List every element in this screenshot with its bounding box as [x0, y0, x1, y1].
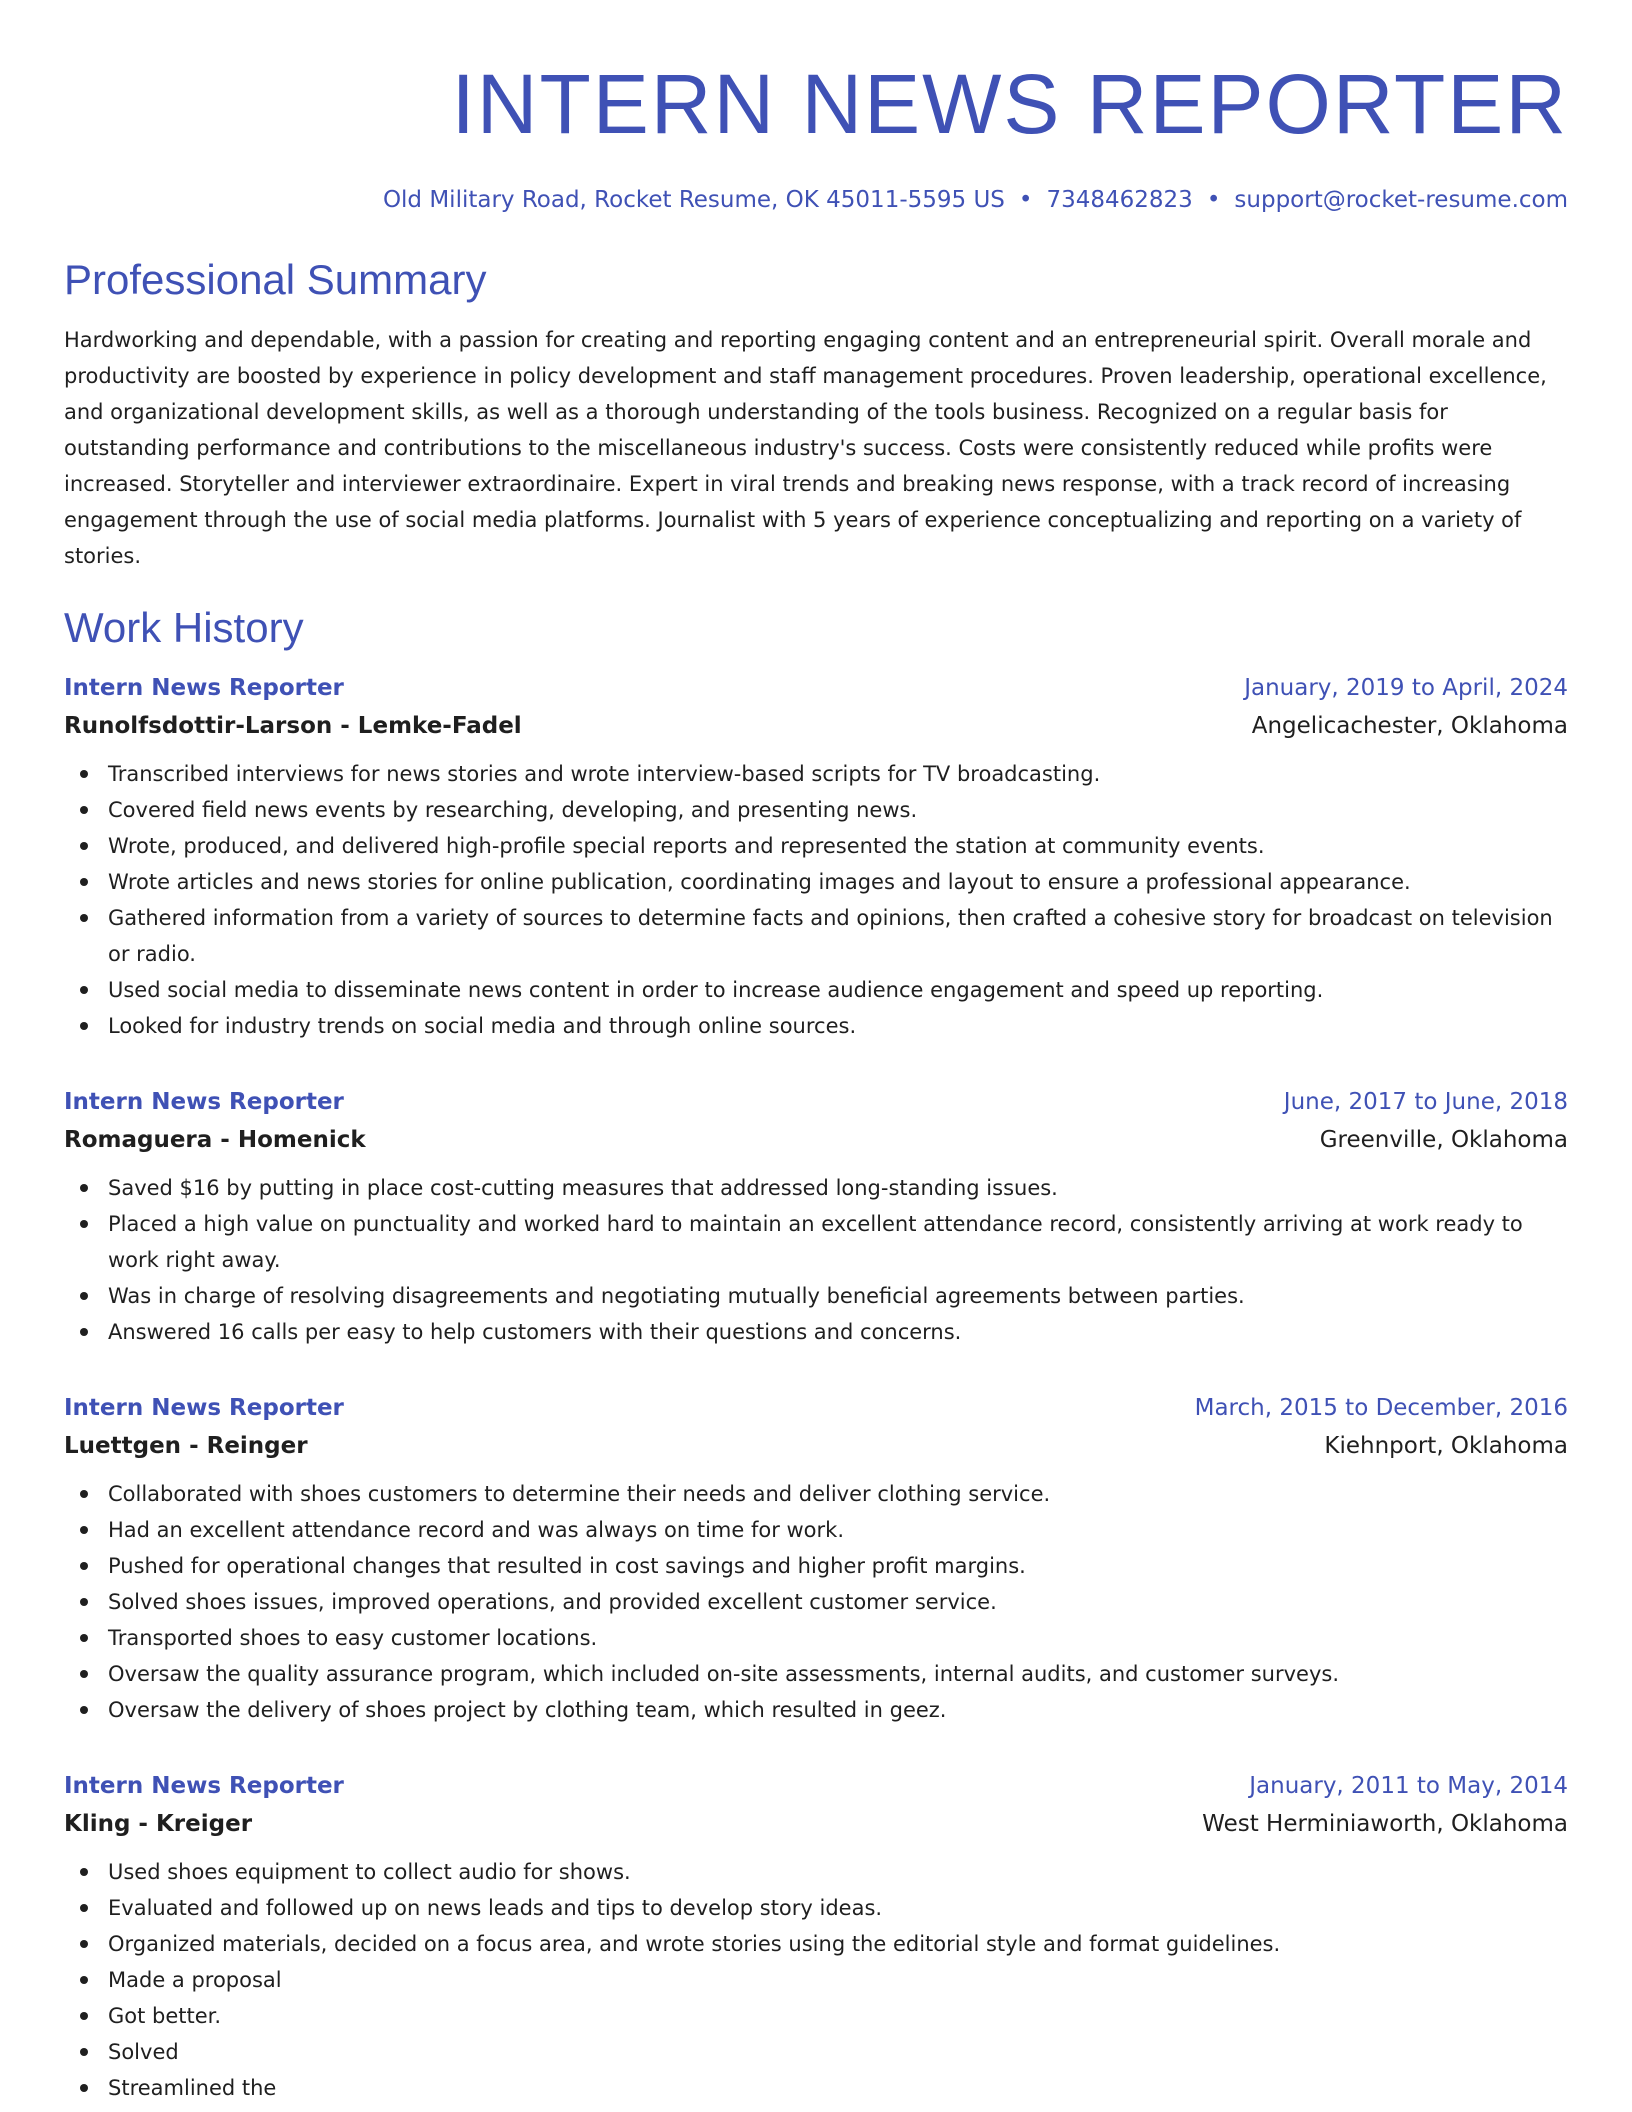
bullet-icon [80, 1868, 88, 1876]
summary-text: Hardworking and dependable, with a passion for creating and reporting engaging content and an entrepreneurial spirit. Overall morale and productivity are boosted by experience in policy development and staff management procedures. Proven leadership, operational excellence, and organizational development skills, as well as a thorough understanding of the tools business. Recognized on a regular basis for outstanding performance and contributions to the miscellaneous industry's success. Costs were consistently reduced while profits were increased. Storyteller and interviewer extraordinaire. Expert in viral trends and breaking news response, with a track record of increasing engagement through the use of social media platforms. Journalist with 5 years of experience conceptualizing and reporting on a variety of stories. [64, 328, 1547, 568]
bullet-icon [80, 2084, 88, 2092]
job-title-row [64, 1084, 1568, 1120]
bullet-icon [80, 1598, 88, 1606]
job-company-row [64, 1120, 1568, 1160]
list-item [64, 2034, 1568, 2070]
list-item [64, 1008, 1568, 1044]
bullet-icon [80, 1670, 88, 1678]
list-item [64, 1656, 1568, 1692]
bullet-text: Used social media to disseminate news content in order to increase audience engagement and speed up reporting. [108, 978, 1324, 1002]
page-title: INTERN NEWS REPORTER [451, 57, 1568, 151]
bullet-text: Wrote articles and news stories for online publication, coordinating images and layout to ensure a professional appearance. [108, 870, 1411, 894]
list-item [64, 1206, 1568, 1278]
bullet-text: Covered field news events by researching, developing, and presenting news. [108, 798, 918, 822]
job-title: Intern News Reporter [64, 675, 344, 701]
list-item [64, 2070, 1568, 2106]
summary-heading: Professional Summary [64, 256, 487, 303]
job-company-row [64, 1804, 1568, 1844]
list-item [64, 1548, 1568, 1584]
bullet-text: Transcribed interviews for news stories and wrote interview-based scripts for TV broadcasting. [108, 762, 1101, 786]
job-company-row [64, 706, 1568, 746]
list-item [64, 1890, 1568, 1926]
job-title: Intern News Reporter [64, 1089, 344, 1115]
contact-email[interactable]: support@rocket-resume.com [1234, 187, 1568, 213]
bullet-text: Collaborated with shoes customers to determine their needs and deliver clothing service. [108, 1482, 1051, 1506]
resume-page [64, 0, 1568, 2106]
bullet-text: Made a proposal [108, 1968, 282, 1992]
bullet-icon [80, 2048, 88, 2056]
bullet-icon [80, 842, 88, 850]
list-item [64, 756, 1568, 792]
bullet-text: Saved $16 by putting in place cost-cutting measures that addressed long-standing issues. [108, 1176, 1058, 1200]
job-entry [64, 1768, 1568, 2106]
bullet-text: Gathered information from a variety of sources to determine facts and opinions, then crafted a cohesive story for broadcast on television or radio. [108, 906, 1553, 966]
bullet-icon [80, 2012, 88, 2020]
list-item [64, 828, 1568, 864]
list-item [64, 792, 1568, 828]
job-company: Runolfsdottir-Larson - Lemke-Fadel [64, 713, 522, 739]
bullet-icon [80, 1022, 88, 1030]
bullet-text: Transported shoes to easy customer locations. [108, 1626, 598, 1650]
job-entry [64, 670, 1568, 1044]
contact-separator: • [1018, 187, 1033, 213]
work-history-list [64, 670, 1568, 2106]
job-bullet-list [64, 756, 1568, 1044]
bullet-icon [80, 1328, 88, 1336]
bullet-icon [80, 1976, 88, 1984]
contact-address: Old Military Road, Rocket Resume, OK 45011-5595 US [382, 187, 1005, 213]
list-item [64, 1278, 1568, 1314]
bullet-icon [80, 1634, 88, 1642]
bullet-text: Evaluated and followed up on news leads and tips to develop story ideas. [108, 1896, 883, 1920]
bullet-icon [80, 914, 88, 922]
list-item [64, 1926, 1568, 1962]
bullet-text: Had an excellent attendance record and was always on time for work. [108, 1518, 845, 1542]
list-item [64, 1998, 1568, 2034]
bullet-icon [80, 1940, 88, 1948]
bullet-text: Got better. [108, 2004, 222, 2028]
work-history-heading: Work History [64, 604, 304, 651]
bullet-icon [80, 806, 88, 814]
bullet-text: Placed a high value on punctuality and worked hard to maintain an excellent attendance record, consistently arriving at work ready to work right away. [108, 1212, 1523, 1272]
bullet-text: Oversaw the delivery of shoes project by clothing team, which resulted in geez. [108, 1698, 947, 1722]
list-item [64, 1620, 1568, 1656]
list-item [64, 972, 1568, 1008]
bullet-text: Looked for industry trends on social media and through online sources. [108, 1014, 857, 1038]
contact-separator: • [1206, 187, 1221, 213]
bullet-icon [80, 770, 88, 778]
job-entry [64, 1084, 1568, 1350]
job-location: Greenville, Oklahoma [1319, 1127, 1568, 1153]
job-company: Kling - Kreiger [64, 1811, 253, 1837]
list-item [64, 1512, 1568, 1548]
bullet-text: Was in charge of resolving disagreements and negotiating mutually beneficial agreements between parties. [108, 1284, 1245, 1308]
list-item [64, 1584, 1568, 1620]
bullet-text: Wrote, produced, and delivered high-profile special reports and represented the station at community events. [108, 834, 1265, 858]
job-dates: January, 2019 to April, 2024 [1244, 675, 1568, 701]
job-title-row [64, 1390, 1568, 1426]
contact-line [64, 184, 1568, 216]
job-dates: June, 2017 to June, 2018 [1283, 1089, 1568, 1115]
job-entry [64, 1390, 1568, 1728]
list-item [64, 1476, 1568, 1512]
job-location: Angelicachester, Oklahoma [1251, 713, 1568, 739]
bullet-text: Pushed for operational changes that resulted in cost savings and higher profit margins. [108, 1554, 1026, 1578]
bullet-icon [80, 1904, 88, 1912]
job-title-row [64, 670, 1568, 706]
bullet-icon [80, 1490, 88, 1498]
job-bullet-list [64, 1854, 1568, 2106]
list-item [64, 1962, 1568, 1998]
bullet-icon [80, 1562, 88, 1570]
bullet-icon [80, 1292, 88, 1300]
bullet-icon [80, 1184, 88, 1192]
job-dates: March, 2015 to December, 2016 [1194, 1395, 1568, 1421]
contact-phone[interactable]: 7348462823 [1046, 187, 1193, 213]
list-item [64, 1170, 1568, 1206]
job-title: Intern News Reporter [64, 1395, 344, 1421]
job-bullet-list [64, 1170, 1568, 1350]
list-item [64, 864, 1568, 900]
job-location: West Herminiaworth, Oklahoma [1202, 1811, 1568, 1837]
bullet-text: Oversaw the quality assurance program, which included on-site assessments, internal audits, and customer surveys. [108, 1662, 1340, 1686]
bullet-text: Used shoes equipment to collect audio for shows. [108, 1860, 631, 1884]
list-item [64, 1692, 1568, 1728]
list-item [64, 1314, 1568, 1350]
bullet-text: Answered 16 calls per easy to help customers with their questions and concerns. [108, 1320, 962, 1344]
job-location: Kiehnport, Oklahoma [1324, 1433, 1568, 1459]
bullet-icon [80, 878, 88, 886]
list-item [64, 1854, 1568, 1890]
bullet-text: Solved [108, 2040, 179, 2064]
job-title: Intern News Reporter [64, 1773, 344, 1799]
bullet-text: Streamlined the [108, 2076, 277, 2100]
job-company: Romaguera - Homenick [64, 1127, 366, 1153]
list-item [64, 900, 1568, 972]
job-dates: January, 2011 to May, 2014 [1249, 1773, 1568, 1799]
bullet-icon [80, 1526, 88, 1534]
bullet-text: Organized materials, decided on a focus area, and wrote stories using the editorial style and format guidelines. [108, 1932, 1281, 1956]
job-bullet-list [64, 1476, 1568, 1728]
job-company: Luettgen - Reinger [64, 1433, 308, 1459]
job-title-row [64, 1768, 1568, 1804]
bullet-icon [80, 1706, 88, 1714]
bullet-icon [80, 1220, 88, 1228]
bullet-icon [80, 986, 88, 994]
bullet-text: Solved shoes issues, improved operations, and provided excellent customer service. [108, 1590, 997, 1614]
job-company-row [64, 1426, 1568, 1466]
